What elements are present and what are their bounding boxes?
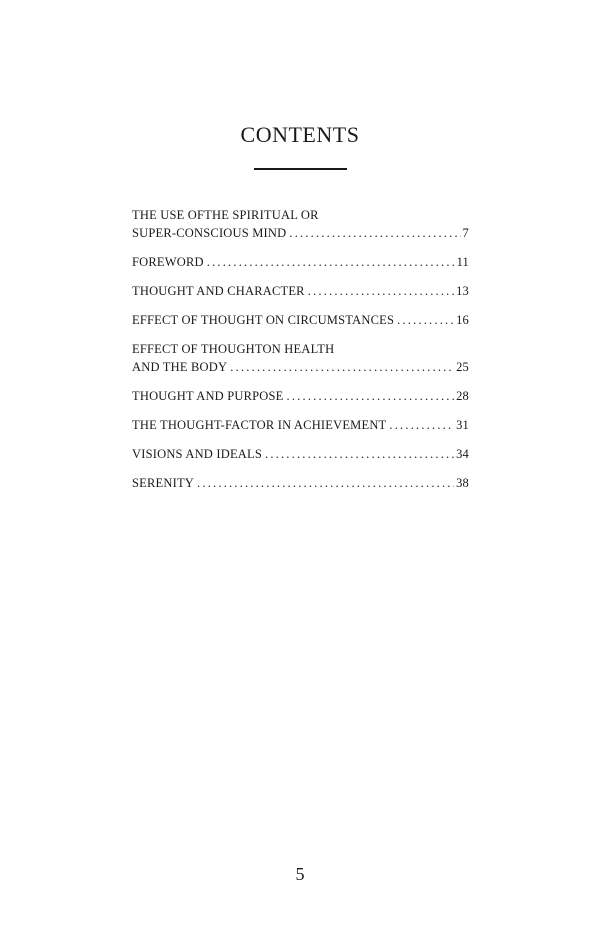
- toc-entry-title: THE USE OFTHE SPIRITUAL OR: [132, 208, 319, 222]
- heading-rule: [254, 168, 347, 170]
- toc-entry-title-line: [132, 206, 469, 224]
- toc-entry-leader-line: [132, 358, 469, 376]
- dot-leader: [389, 416, 454, 434]
- toc-entry-thought-and-purpose[interactable]: [132, 387, 469, 405]
- toc-entry-spiritual-mind[interactable]: [132, 206, 469, 242]
- toc-entry-title: EFFECT OF THOUGHTON HEALTH: [132, 342, 335, 356]
- toc-entry-title: THE THOUGHT-FACTOR IN ACHIEVEMENT: [132, 418, 387, 432]
- toc-entry-circumstances[interactable]: [132, 311, 469, 329]
- toc-entry-leader-line: [132, 416, 469, 434]
- dot-leader: [265, 445, 454, 463]
- toc-entry-page: 25: [456, 360, 469, 374]
- table-of-contents: [132, 206, 469, 503]
- dot-leader: [197, 474, 454, 492]
- toc-entry-page: 31: [456, 418, 469, 432]
- toc-entry-title: FOREWORD: [132, 255, 204, 269]
- toc-entry-title: EFFECT OF THOUGHT ON CIRCUMSTANCES: [132, 313, 395, 327]
- toc-entry-leader-line: [132, 387, 469, 405]
- page-number: 5: [295, 864, 305, 884]
- toc-entry-page: 38: [456, 476, 469, 490]
- toc-entry-title: THOUGHT AND CHARACTER: [132, 284, 305, 298]
- dot-leader: [308, 282, 454, 300]
- contents-heading: CONTENTS: [240, 122, 360, 147]
- toc-entry-leader-line: [132, 253, 469, 271]
- toc-entry-achievement[interactable]: [132, 416, 469, 434]
- toc-entry-leader-line: [132, 474, 469, 492]
- toc-entry-health-and-body[interactable]: [132, 340, 469, 376]
- toc-entry-foreword[interactable]: [132, 253, 469, 271]
- dot-leader: [397, 311, 454, 329]
- dot-leader: [287, 387, 455, 405]
- toc-entry-visions-and-ideals[interactable]: [132, 445, 469, 463]
- toc-entry-title: THOUGHT AND PURPOSE: [132, 389, 284, 403]
- toc-entry-title-continued: SUPER-CONSCIOUS MIND: [132, 226, 287, 240]
- toc-entry-page: 7: [462, 226, 469, 240]
- toc-entry-title-continued: AND THE BODY: [132, 360, 228, 374]
- toc-entry-serenity[interactable]: [132, 474, 469, 492]
- toc-entry-title-line: [132, 340, 469, 358]
- toc-entry-thought-and-character[interactable]: [132, 282, 469, 300]
- dot-leader: [289, 224, 460, 242]
- toc-entry-page: 16: [456, 313, 469, 327]
- dot-leader: [230, 358, 454, 376]
- toc-entry-page: 13: [456, 284, 469, 298]
- toc-entry-page: 28: [456, 389, 469, 403]
- toc-entry-title: VISIONS AND IDEALS: [132, 447, 262, 461]
- toc-entry-title: SERENITY: [132, 476, 195, 490]
- toc-entry-leader-line: [132, 311, 469, 329]
- toc-entry-page: 11: [456, 255, 469, 269]
- toc-entry-leader-line: [132, 282, 469, 300]
- toc-entry-leader-line: [132, 224, 469, 242]
- toc-entry-page: 34: [456, 447, 469, 461]
- toc-entry-leader-line: [132, 445, 469, 463]
- dot-leader: [207, 253, 455, 271]
